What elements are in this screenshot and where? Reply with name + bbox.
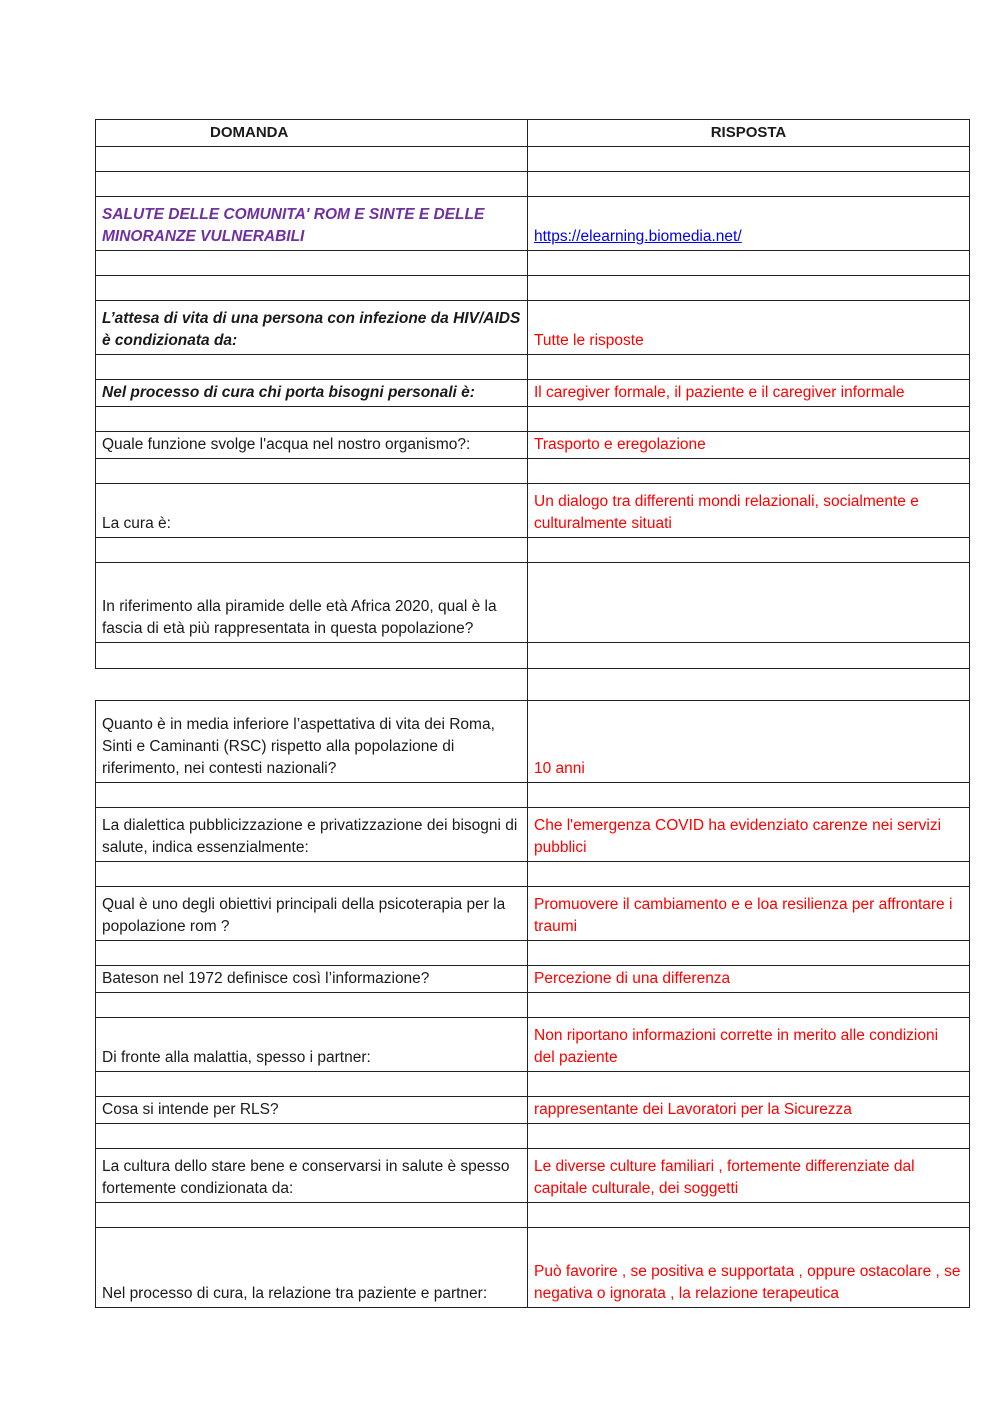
elearning-link[interactable]: https://elearning.biomedia.net/ (534, 228, 742, 245)
spacer-row (96, 276, 970, 301)
spacer-row (96, 669, 970, 701)
question-cell: Nel processo di cura, la relazione tra paziente e partner: (96, 1228, 528, 1308)
question-cell: La cultura dello stare bene e conservarsi in salute è spesso fortemente condizionata da: (96, 1149, 528, 1203)
spacer-row (96, 1124, 970, 1149)
spacer-row (96, 172, 970, 197)
question-cell: Nel processo di cura chi porta bisogni personali è: (96, 380, 528, 407)
header-domanda: DOMANDA (96, 120, 528, 147)
spacer-row (96, 459, 970, 484)
section-title-row (96, 197, 970, 251)
answer-cell: Trasporto e eregolazione (528, 432, 970, 459)
spacer-row (96, 643, 970, 669)
spacer-row (96, 538, 970, 563)
answer-cell: Tutte le risposte (528, 301, 970, 355)
qa-row (96, 484, 970, 538)
qa-row (96, 563, 970, 643)
qa-row (96, 966, 970, 993)
question-cell: Bateson nel 1972 definisce così l’informazione? (96, 966, 528, 993)
spacer-row (96, 1072, 970, 1097)
question-cell: In riferimento alla piramide delle età Africa 2020, qual è la fascia di età più rappresentata in questa popolazione? (96, 563, 528, 643)
question-cell: Quanto è in media inferiore l’aspettativa di vita dei Roma, Sinti e Caminanti (RSC) rispetto alla popolazione di riferimento, nei contesti nazionali? (96, 701, 528, 783)
answer-cell: 10 anni (528, 701, 970, 783)
qa-row (96, 380, 970, 407)
answer-cell (528, 563, 970, 643)
spacer-row (96, 783, 970, 808)
spacer-row (96, 941, 970, 966)
qa-row (96, 1097, 970, 1124)
section-link-cell (528, 197, 970, 251)
qa-row (96, 887, 970, 941)
answer-cell: Le diverse culture familiari , fortemente differenziate dal capitale culturale, dei soggetti (528, 1149, 970, 1203)
question-cell: L’attesa di vita di una persona con infezione da HIV/AIDS è condizionata da: (96, 301, 528, 355)
section-title: SALUTE DELLE COMUNITA' ROM E SINTE E DELLE MINORANZE VULNERABILI (96, 197, 528, 251)
header-risposta: RISPOSTA (528, 120, 970, 147)
question-cell: La dialettica pubblicizzazione e privatizzazione dei bisogni di salute, indica essenzialmente: (96, 808, 528, 862)
qa-row (96, 432, 970, 459)
question-cell: Cosa si intende per RLS? (96, 1097, 528, 1124)
spacer-row (96, 1203, 970, 1228)
qa-row (96, 1149, 970, 1203)
qa-row (96, 301, 970, 355)
answer-cell: rappresentante dei Lavoratori per la Sicurezza (528, 1097, 970, 1124)
spacer-row (96, 407, 970, 432)
spacer-row (96, 355, 970, 380)
header-row (96, 120, 970, 147)
answer-cell: Il caregiver formale, il paziente e il caregiver informale (528, 380, 970, 407)
answer-cell: Promuovere il cambiamento e e loa resilienza per affrontare i traumi (528, 887, 970, 941)
qa-row (96, 701, 970, 783)
spacer-row (96, 147, 970, 172)
answer-cell: Che l'emergenza COVID ha evidenziato carenze nei servizi pubblici (528, 808, 970, 862)
answer-cell: Un dialogo tra differenti mondi relazionali, socialmente e culturalmente situati (528, 484, 970, 538)
spacer-row (96, 862, 970, 887)
answer-cell: Non riportano informazioni corrette in merito alle condizioni del paziente (528, 1018, 970, 1072)
qa-table (95, 119, 970, 1308)
question-cell: Quale funzione svolge l'acqua nel nostro organismo?: (96, 432, 528, 459)
question-cell: Qual è uno degli obiettivi principali della psicoterapia per la popolazione rom ? (96, 887, 528, 941)
answer-cell: Può favorire , se positiva e supportata , oppure ostacolare , se negativa o ignorata , la relazione terapeutica (528, 1228, 970, 1308)
question-cell: La cura è: (96, 484, 528, 538)
answer-cell: Percezione di una differenza (528, 966, 970, 993)
qa-row (96, 1018, 970, 1072)
spacer-row (96, 251, 970, 276)
spacer-row (96, 993, 970, 1018)
qa-row (96, 1228, 970, 1308)
question-cell: Di fronte alla malattia, spesso i partner: (96, 1018, 528, 1072)
qa-row (96, 808, 970, 862)
